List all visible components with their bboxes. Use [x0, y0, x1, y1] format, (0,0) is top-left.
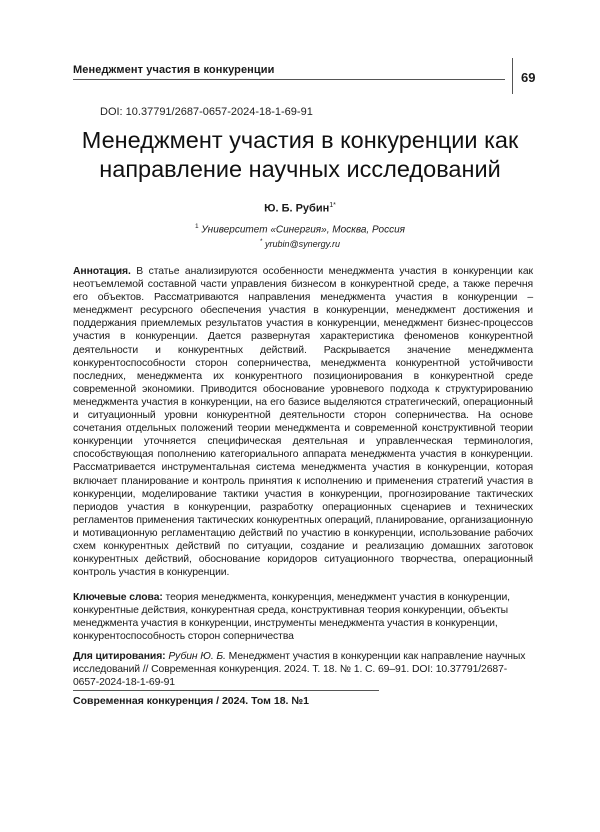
author-marks: 1* [329, 202, 336, 209]
email-text: yrubin@synergy.ru [265, 239, 341, 249]
author-name: Ю. Б. Рубин [264, 202, 330, 215]
citation-text: Менеджмент участия в конкуренции как направление научных исследований // Современная конкуренция. 2024. Т. 18. № 1. С. 69–91. DOI: 10.37791/2687-0657-2024-18-1-69-91 [73, 651, 526, 689]
email-mark: * [259, 238, 263, 245]
citation-label: Для цитирования: [73, 651, 166, 662]
article-title [40, 126, 560, 184]
page-number: 69 [512, 58, 548, 94]
footer-divider [73, 690, 379, 691]
affiliation-text: Университет «Синергия», Москва, Россия [201, 224, 405, 236]
header-divider [73, 79, 505, 80]
running-head: Менеджмент участия в конкуренции [73, 64, 275, 76]
affiliation-mark: 1 [195, 223, 199, 230]
keywords-label: Ключевые слова: [73, 592, 163, 603]
title-line: Менеджмент участия в конкуренции как [81, 127, 519, 153]
author [0, 202, 600, 215]
keywords-text: теория менеджмента, конкуренция, менеджмент участия в конкуренции, конкурентные действия, конкурентная среда, конструктивная теория конкуренции, объекты менеджмента участия в конкуренции, инструменты менеджмента участия в конкуренции, конкурентоспособность сторон соперничества [73, 592, 510, 643]
doi: DOI: 10.37791/2687-0657-2024-18-1-69-91 [100, 106, 313, 118]
journal-footer: Современная конкуренция / 2024. Том 18. №1 [73, 695, 309, 707]
keywords [73, 591, 533, 643]
title-line: направление научных исследований [99, 156, 501, 182]
citation-author: Рубин Ю. Б. [168, 651, 226, 662]
author-email [0, 238, 600, 249]
citation [73, 650, 533, 689]
abstract [73, 265, 533, 579]
abstract-label: Аннотация. [73, 266, 131, 277]
abstract-text: В статье анализируются особенности менеджмента участия в конкуренции как неотъемлемой составной части управления бизнесом в конкурентной среде, а также перечня его объектов. Рассматриваются направления менеджмента участия в конкуренции – менеджмент ресурсного обеспечения участия в конкуренции, менеджмент достижения и поддержания приемлемых результатов участия в конкуренции, менеджмент бизнес-процессов участия в конкуренции. Дается развернутая характеристика феноменов конкурентной деятельности и конкурентных действий. Раскрывается значение менеджмента конкурентоспособности сторон соперничества, менеджмента конкурентной устойчивости последних, менеджмента их конкурентного позиционирования в конкурентной среде современной экономики. Приводится обоснование уровневого подхода к структурированию менеджмента участия в конкуренции, на его базисе выделяются стратегический, операционный и ситуационный уровни конкурентной деятельности сторон соперничества. На основе сочетания отдельных положений теории менеджмента и современной конструктивной теории конкуренции уточняется специфическая деятельная и управленческая терминология, способствующая пополнению категориального аппарата менеджмента участия в конкуренции. Рассматривается инструментальная система менеджмента участия в конкуренции, которая включает планирование и контроль принятия к исполнению и применения стратегий участия в конкуренции, моделирование тактики участия в конкуренции, прогнозирование тактических периодов участия в конкуренции, разработку операционных сценариев и технических регламентов применения тактических конкурентных операций, планирование, организационную и мотивационную регламентацию действий по участию в конкуренции, использование рабочих схем конкурентных действий по ситуации, создание и реализацию домашних заготовок конкурентных действий, обоснование коридоров ситуационного творчества, операционный контроль участия в конкуренции. [73, 266, 533, 579]
affiliation [0, 223, 600, 235]
